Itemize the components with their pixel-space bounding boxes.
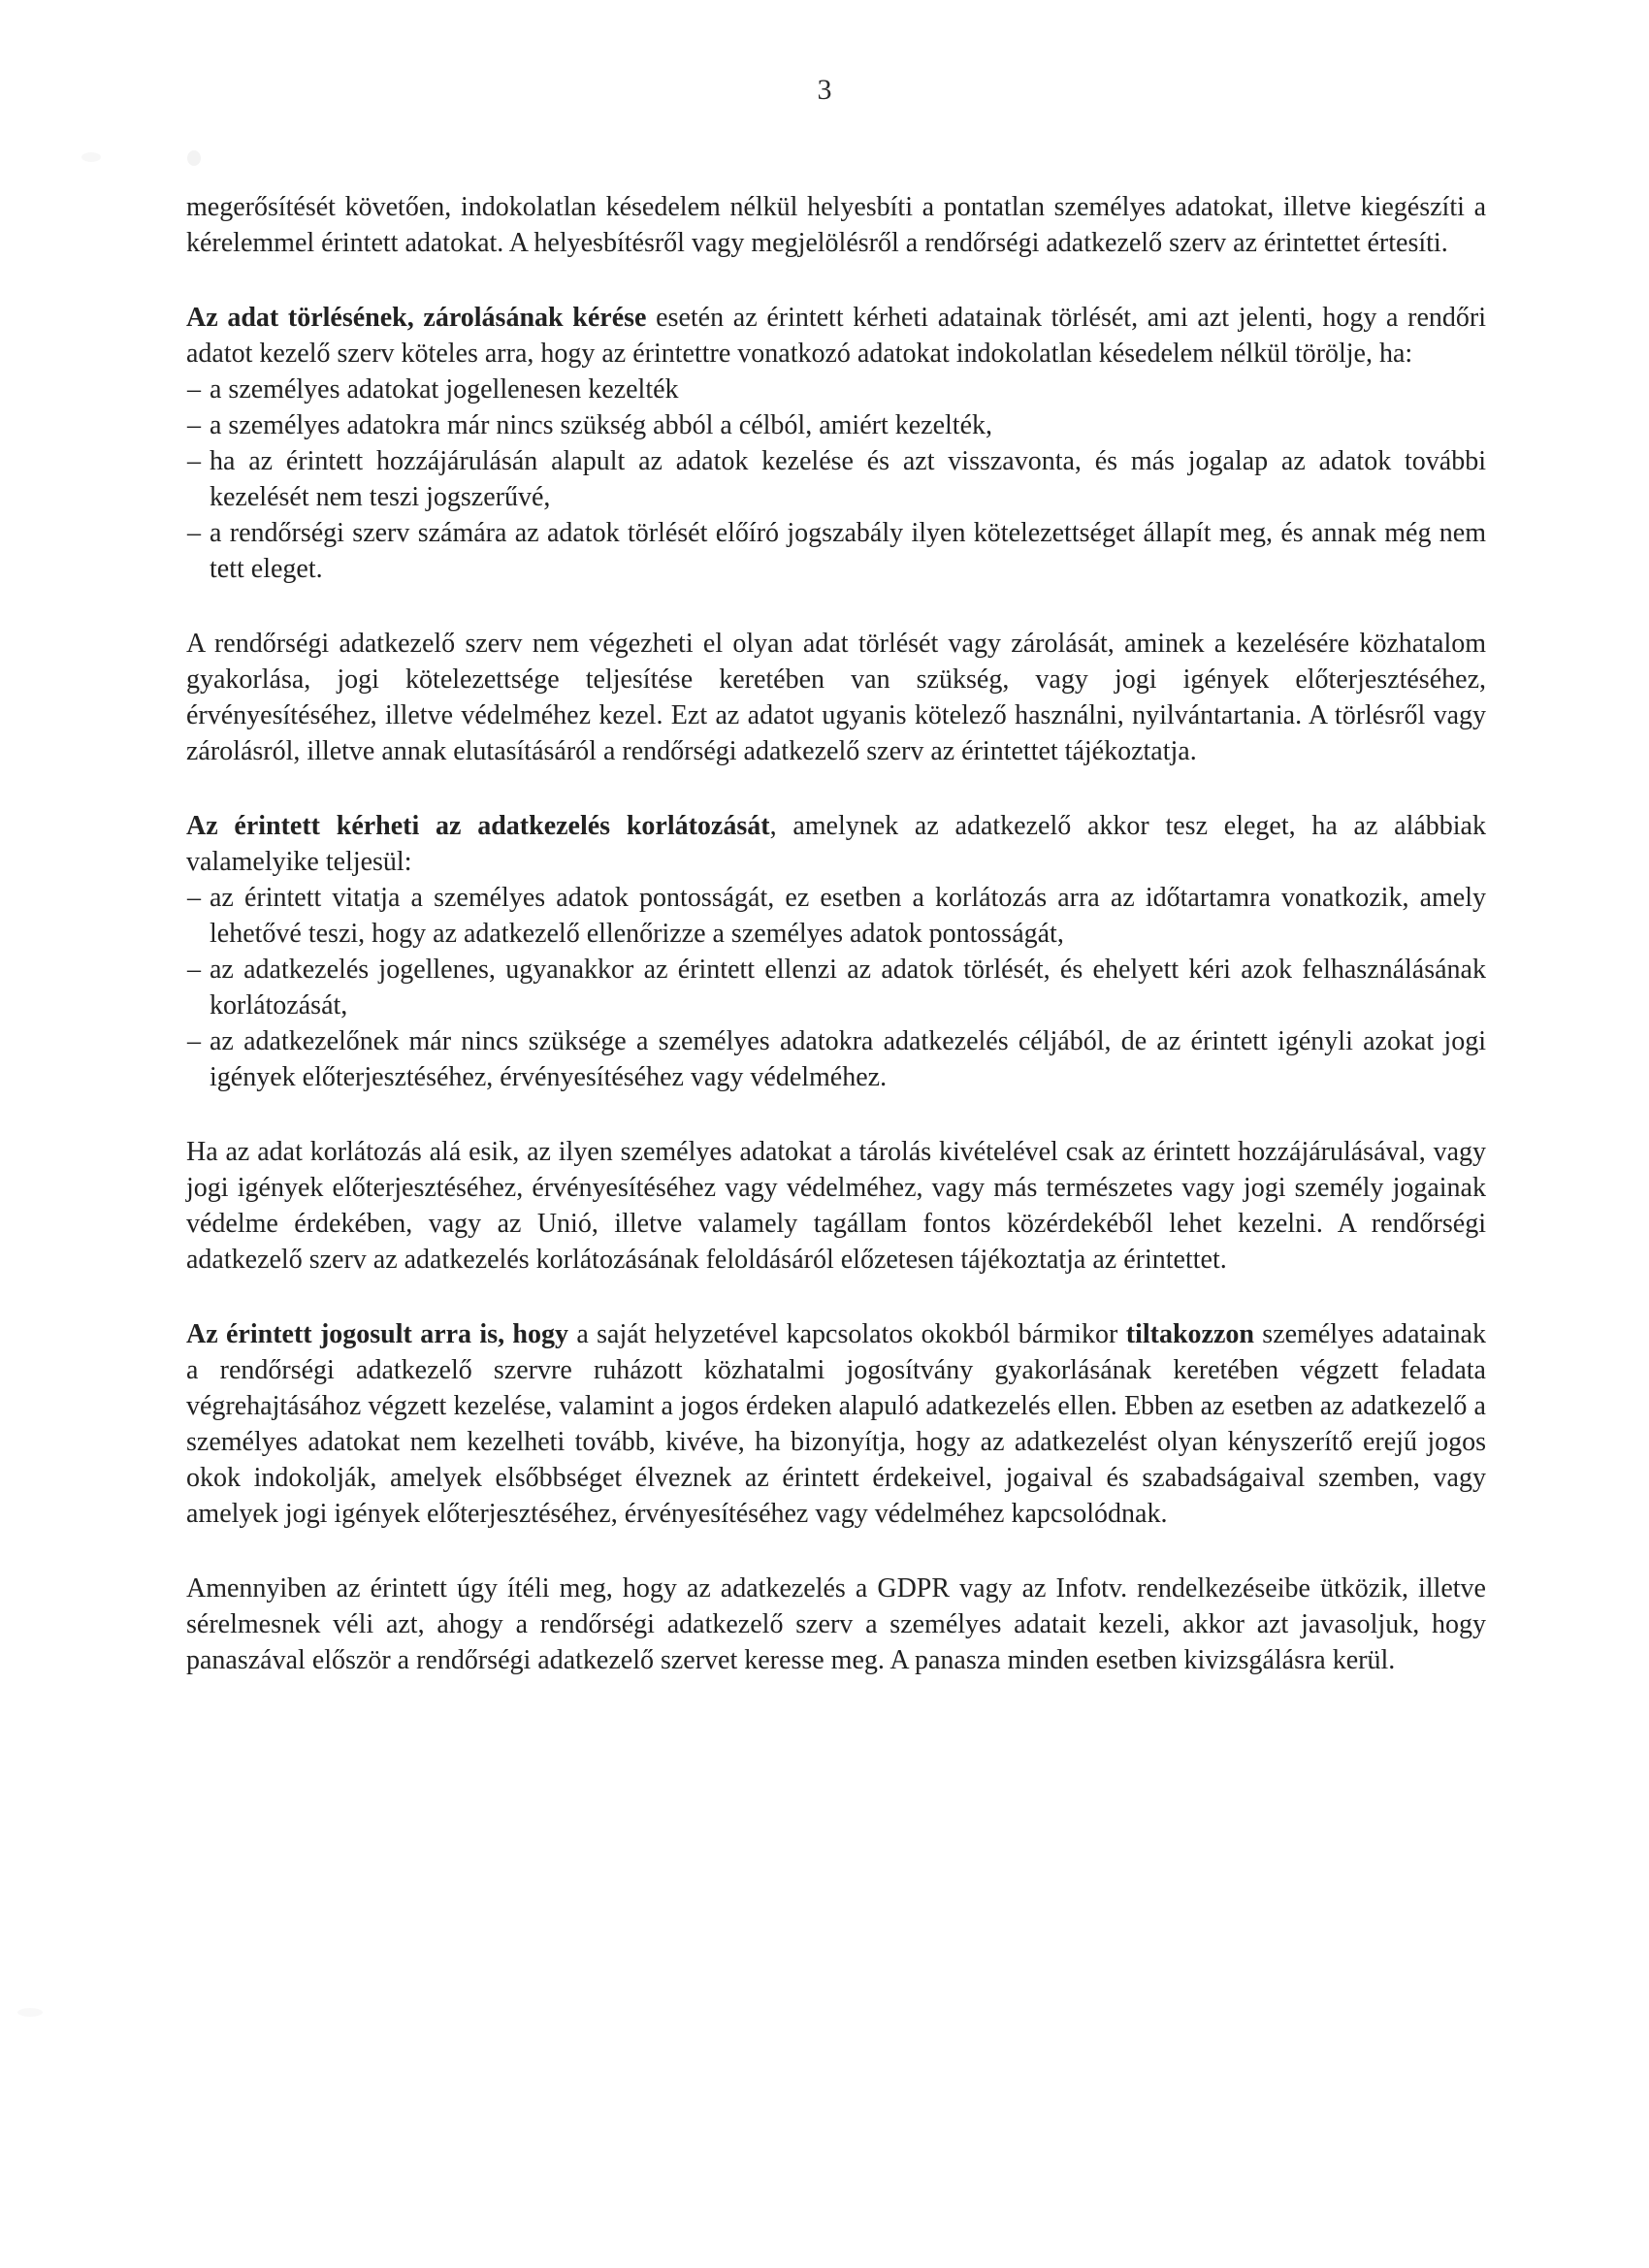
- bullet-dash: –: [187, 883, 201, 913]
- paragraph-rectification: megerősítését követően, indokolatlan késedelem nélkül helyesbíti a pontatlan személyes adatokat, illetve kiegészíti a kérelemmel érintett adatokat. A helyesbítésről vagy megjelölésről a rendőrségi adatkezelő szerv az érintettet értesíti.: [186, 192, 1486, 258]
- objection-rest-text: személyes adatainak a rendőrségi adatkezelő szervre ruházott közhatalmi jogosítvány gyakorlásának keretében végzett feladata végrehajtásához végzett kezelése, valamint a jogos érdeken alapuló adatkezelés ellen. Ebben az esetben az adatkezelő a személyes adatokat nem kezelheti tovább, kivéve, ha bizonyítja, hogy az adatkezelést olyan kényszerítő erejű jogos okok indokolják, amelyek elsőbbséget élveznek az érintett érdekeivel, jogaival és szabadságaival szemben, vagy amelyek jogi igények előterjesztéséhez, érvényesítéséhez vagy védelméhez kapcsolódnak.: [186, 1319, 1486, 1529]
- list-item: [186, 952, 1486, 1023]
- paragraph-deletion-intro: [186, 300, 1486, 372]
- scan-artifact: [17, 2008, 43, 2017]
- bullet-dash: –: [187, 410, 201, 440]
- bullet-dash: –: [187, 446, 201, 476]
- list-item-text: ha az érintett hozzájárulásán alapult az adatok kezelése és azt visszavonta, és más jogalap az adatok további kezelését nem teszi jogszerűvé,: [210, 446, 1486, 512]
- list-item-text: az érintett vitatja a személyes adatok pontosságát, ez esetben a korlátozás arra az időtartamra vonatkozik, amely lehetővé teszi, hogy az adatkezelő ellenőrizze a személyes adatok pontosságát,: [210, 883, 1486, 949]
- list-item-text: a rendőrségi szerv számára az adatok törlését előíró jogszabály ilyen kötelezettséget állapít meg, és annak még nem tett eleget.: [210, 518, 1486, 584]
- objection-bold-emphasis: tiltakozzon: [1125, 1319, 1254, 1349]
- objection-bold-lead: Az érintett jogosult arra is, hogy: [186, 1319, 569, 1349]
- deletion-bold-lead: Az adat törlésének, zárolásának kérése: [186, 303, 647, 333]
- bullet-dash: –: [187, 518, 201, 548]
- paragraph-restriction-intro: [186, 808, 1486, 880]
- list-item: [186, 372, 1486, 407]
- list-item: [186, 1023, 1486, 1095]
- objection-mid-text: a saját helyzetével kapcsolatos okokból bármikor: [568, 1319, 1126, 1349]
- page-content: [186, 189, 1486, 1678]
- bullet-dash: –: [187, 374, 201, 405]
- list-item: [186, 407, 1486, 443]
- list-item-text: az adatkezelés jogellenes, ugyanakkor az érintett ellenzi az adatok törlését, és ehelyett kéri azok felhasználásának korlátozását,: [210, 955, 1486, 1021]
- list-item: [186, 880, 1486, 952]
- restriction-intro-text: , amelynek az adatkezelő akkor tesz eleget, ha az alábbiak valamelyike teljesül:: [186, 811, 1486, 877]
- list-item-text: a személyes adatokat jogellenesen kezelték: [210, 374, 679, 405]
- paragraph-complaint: Amennyiben az érintett úgy ítéli meg, hogy az adatkezelés a GDPR vagy az Infotv. rendelkezéseibe ütközik, illetve sérelmesnek véli azt, ahogy a rendőrségi adatkezelő szerv a személyes adatait kezeli, akkor azt javasoljuk, hogy panaszával először a rendőrségi adatkezelő szervet keresse meg. A panasza minden esetben kivizsgálásra kerül.: [186, 1573, 1486, 1675]
- restriction-bold-lead: Az érintett kérheti az adatkezelés korlátozását: [186, 811, 770, 841]
- page-number: 3: [817, 74, 832, 106]
- paragraph-deletion-limits: A rendőrségi adatkezelő szerv nem végezheti el olyan adat törlését vagy zárolását, aminek a kezelésére közhatalom gyakorlása, jogi kötelezettsége teljesítése keretében van szükség, vagy jogi igények előterjesztéséhez, érvényesítéséhez, illetve védelméhez kezel. Ezt az adatot ugyanis kötelező használni, nyilvántartania. A törlésről vagy zárolásról, illetve annak elutasításáról a rendőrségi adatkezelő szerv az érintettet tájékoztatja.: [186, 629, 1486, 766]
- bullet-dash: –: [187, 955, 201, 985]
- list-item-text: a személyes adatokra már nincs szükség abból a célból, amiért kezelték,: [210, 410, 992, 440]
- list-item-text: az adatkezelőnek már nincs szüksége a személyes adatokra adatkezelés céljából, de az érintett igényli azokat jogi igények előterjesztéséhez, érvényesítéséhez vagy védelméhez.: [210, 1026, 1486, 1092]
- list-item: [186, 515, 1486, 587]
- section-deletion-blocking: [186, 300, 1486, 587]
- paragraph-restricted-processing: Ha az adat korlátozás alá esik, az ilyen személyes adatokat a tárolás kivételével csak az érintett hozzájárulásával, vagy jogi igények előterjesztéséhez, érvényesítéséhez vagy védelméhez, vagy más természetes vagy jogi személy jogainak védelme érdekében, vagy az Unió, illetve valamely tagállam fontos közérdekéből lehet kezelni. A rendőrségi adatkezelő szerv az adatkezelés korlátozásának feloldásáról előzetesen tájékoztatja az érintettet.: [186, 1137, 1486, 1275]
- bullet-dash: –: [187, 1026, 201, 1056]
- section-restriction: [186, 808, 1486, 1095]
- paragraph-objection: [186, 1316, 1486, 1532]
- list-item: [186, 443, 1486, 515]
- deletion-intro-text: esetén az érintett kérheti adatainak törlését, ami azt jelenti, hogy a rendőri adatot kezelő szerv köteles arra, hogy az érintettre vonatkozó adatokat indokolatlan késedelem nélkül törölje, ha:: [186, 303, 1486, 369]
